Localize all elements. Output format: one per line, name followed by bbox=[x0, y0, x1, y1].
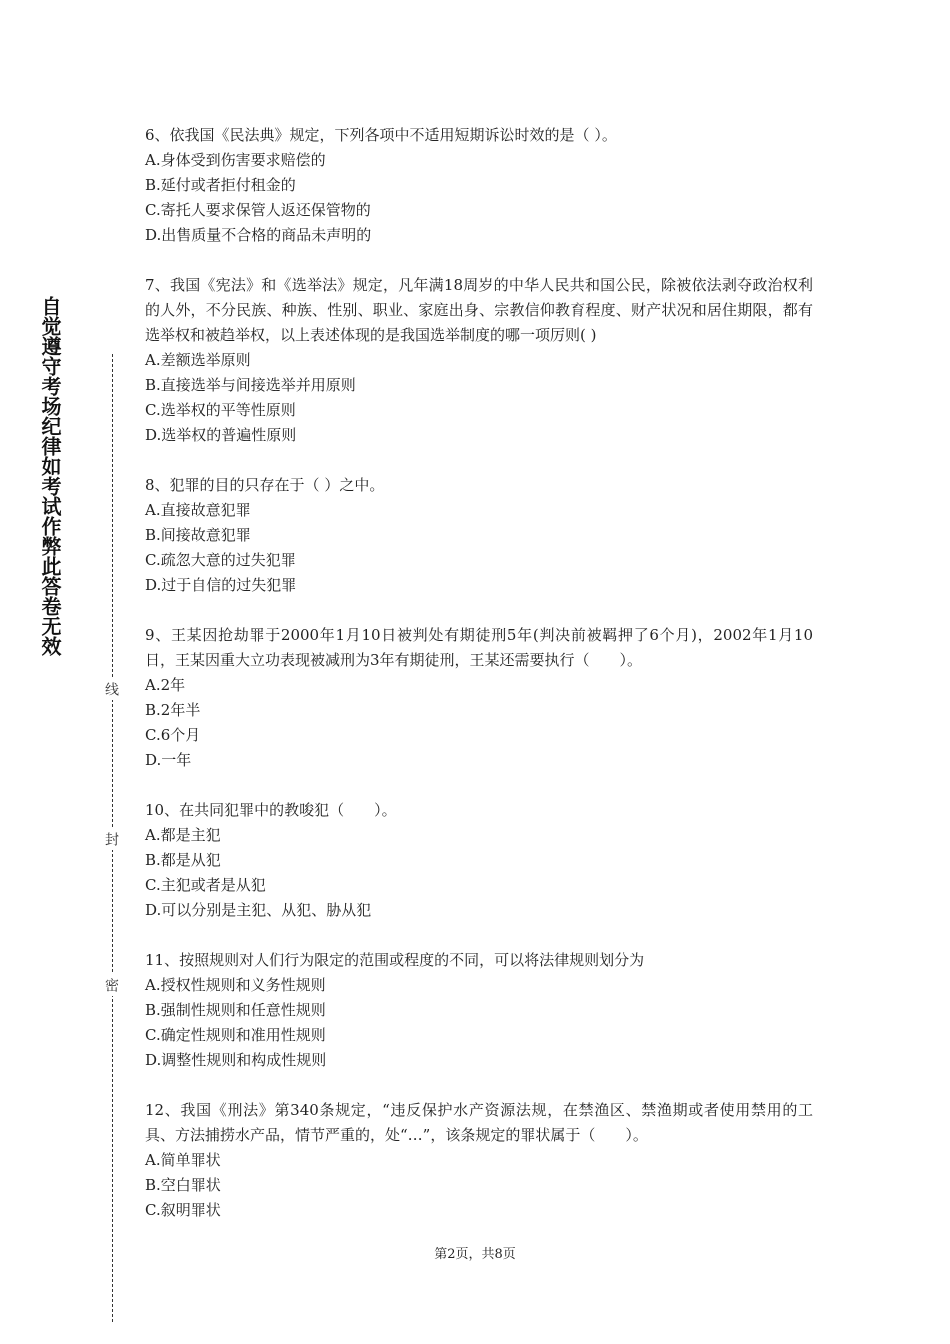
page-number: 第2页，共8页 bbox=[434, 1247, 516, 1262]
question-9 bbox=[145, 623, 813, 773]
option-b: B.都是从犯 bbox=[145, 851, 221, 869]
option-d: D.一年 bbox=[145, 751, 192, 769]
exam-discipline-note: 自觉遵守考场纪律如考试作弊此答卷无效 bbox=[38, 296, 62, 656]
option-c: C.叙明罪状 bbox=[145, 1201, 221, 1219]
option-c: C.确定性规则和准用性规则 bbox=[145, 1026, 326, 1044]
option-d: D.过于自信的过失犯罪 bbox=[145, 576, 297, 594]
question-12 bbox=[145, 1098, 813, 1223]
question-list bbox=[145, 123, 813, 1248]
question-10 bbox=[145, 798, 813, 923]
question-stem: 12、我国《刑法》第340条规定，“违反保护水产资源法规，在禁渔区、禁渔期或者使用禁用的工具、方法捕捞水产品，情节严重的，处“…”，该条规定的罪状属于（ ）。 bbox=[145, 1101, 813, 1144]
option-a: A.2年 bbox=[145, 676, 186, 694]
option-a: A.简单罪状 bbox=[145, 1151, 221, 1169]
question-stem: 10、在共同犯罪中的教唆犯（ ）。 bbox=[145, 801, 397, 819]
option-d: D.出售质量不合格的商品未声明的 bbox=[145, 226, 372, 244]
question-stem: 9、王某因抢劫罪于2000年1月10日被判处有期徒刑5年(判决前被羁押了6个月)，2002年1月10日，王某因重大立功表现被减刑为3年有期徒刑，王某还需要执行（ ）。 bbox=[145, 626, 813, 669]
option-d: D.调整性规则和构成性规则 bbox=[145, 1051, 327, 1069]
question-7 bbox=[145, 273, 813, 448]
question-8 bbox=[145, 473, 813, 598]
question-6 bbox=[145, 123, 813, 248]
question-stem: 7、我国《宪法》和《选举法》规定，凡年满18周岁的中华人民共和国公民，除被依法剥夺政治权利的人外，不分民族、种族、性别、职业、家庭出身、宗教信仰教育程度、财产状况和居住期限，都有选举权和被趋举权，以上表述体现的是我国选举制度的哪一项厉则( ) bbox=[145, 276, 813, 344]
binding-label-line: 线 bbox=[104, 678, 122, 700]
option-c: C.寄托人要求保管人返还保管物的 bbox=[145, 201, 371, 219]
option-a: A.授权性规则和义务性规则 bbox=[145, 976, 326, 994]
option-a: A.直接故意犯罪 bbox=[145, 501, 251, 519]
option-b: B.空白罪状 bbox=[145, 1176, 221, 1194]
option-a: A.都是主犯 bbox=[145, 826, 221, 844]
option-a: A.身体受到伤害要求赔偿的 bbox=[145, 151, 326, 169]
question-11 bbox=[145, 948, 813, 1073]
question-stem: 8、犯罪的目的只存在于（ ）之中。 bbox=[145, 476, 385, 494]
option-d: D.选举权的普遍性原则 bbox=[145, 426, 297, 444]
question-stem: 11、按照规则对人们行为限定的范围或程度的不同，可以将法律规则划分为 bbox=[145, 951, 645, 969]
option-b: B.延付或者拒付租金的 bbox=[145, 176, 296, 194]
option-c: C.疏忽大意的过失犯罪 bbox=[145, 551, 296, 569]
option-b: B.2年半 bbox=[145, 701, 201, 719]
question-stem: 6、依我国《民法典》规定，下列各项中不适用短期诉讼时效的是（ ）。 bbox=[145, 126, 617, 144]
binding-label-seal: 封 bbox=[104, 828, 122, 850]
option-d: D.可以分别是主犯、从犯、胁从犯 bbox=[145, 901, 372, 919]
option-b: B.强制性规则和任意性规则 bbox=[145, 1001, 326, 1019]
option-c: C.6个月 bbox=[145, 726, 201, 744]
option-b: B.直接选举与间接选举并用原则 bbox=[145, 376, 356, 394]
option-a: A.差额选举原则 bbox=[145, 351, 251, 369]
option-c: C.主犯或者是从犯 bbox=[145, 876, 266, 894]
binding-label-secret: 密 bbox=[104, 974, 122, 996]
option-c: C.选举权的平等性原则 bbox=[145, 401, 296, 419]
option-b: B.间接故意犯罪 bbox=[145, 526, 251, 544]
